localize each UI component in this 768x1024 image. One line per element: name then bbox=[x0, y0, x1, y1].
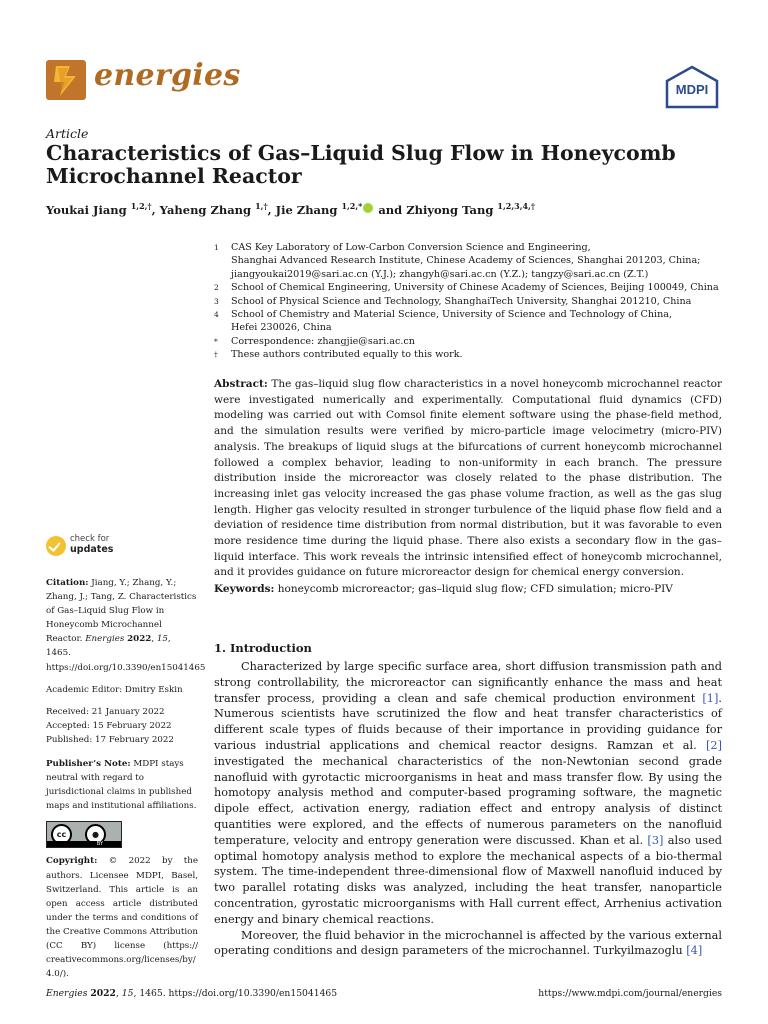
mdpi-logo[interactable] bbox=[663, 65, 721, 109]
cc-by-label: BY bbox=[47, 841, 121, 847]
footer-journal: Energies bbox=[46, 988, 88, 999]
affiliation-line: These authors contributed equally to this work. bbox=[231, 349, 463, 361]
author-name[interactable]: Jie Zhang bbox=[275, 202, 338, 217]
person-icon: ● bbox=[85, 824, 106, 845]
footer-doi[interactable]: , 1465. https://doi.org/10.3390/en15041465 bbox=[133, 988, 338, 999]
check-for-updates-icon bbox=[46, 536, 66, 556]
author-separator: and bbox=[374, 202, 407, 217]
author-separator: , bbox=[151, 202, 160, 217]
affiliation bbox=[214, 295, 724, 308]
publisher-note-text: MDPI stays neutral with regard to jurisdictional claims in published maps and institutional affiliations. bbox=[46, 759, 197, 812]
footer-volume: 15 bbox=[121, 988, 134, 999]
paragraph-text: also used optimal homotopy analysis method to explore the mechanical aspects of a bio-thermal system. The time-independent three-dimensional flow of Maxwell nanofluid induced by two parallel rotating disks was analyzed, including the heat transfer, nanoparticle concentration, gyrostatic microorganisms with Hall current effect, Arrhenius activation energy and binary chemical reactions. bbox=[214, 833, 722, 926]
equal-contribution-note bbox=[214, 348, 724, 361]
citation-journal: Energies bbox=[85, 634, 125, 645]
academic-editor: Academic Editor: Dmitry Eskin bbox=[46, 684, 183, 695]
affiliation-number: 1 bbox=[214, 243, 219, 252]
citation: Citation: Jiang, Y.; Zhang, Y.; Zhang, J.; Tang, Z. Characteristics of Gas–Liquid Slug Flow in Honeycomb Microchannel Reactor. Energies 2022, 15, 1465. https://doi.org/10.3390/en15041465 bbox=[46, 578, 206, 673]
affiliation-number: 4 bbox=[214, 310, 219, 320]
affiliation bbox=[214, 308, 724, 335]
affiliation bbox=[214, 281, 724, 294]
affiliation bbox=[214, 241, 724, 281]
affiliation-line: School of Physical Science and Technology, ShanghaiTech University, Shanghai 201210, China bbox=[231, 295, 692, 307]
citation-label: Citation: bbox=[46, 578, 89, 588]
copyright-text: © 2022 by the authors. Licensee MDPI, Basel, Switzerland. This article is an open access article distributed under the terms and conditions of the Creative Commons Attribution (CC BY) license (https:// creativecommons.org/licenses/by/ 4.0/). bbox=[46, 856, 198, 980]
author-name[interactable]: Zhiyong Tang bbox=[406, 202, 494, 217]
accepted-date: Accepted: 15 February 2022 bbox=[46, 720, 172, 731]
author-name[interactable]: Youkai Jiang bbox=[46, 202, 127, 217]
correspondence bbox=[214, 335, 724, 348]
affiliation-emails[interactable]: jiangyoukai2019@sari.ac.cn (Y.J.); zhangyh@sari.ac.cn (Y.Z.); tangzy@sari.ac.cn (Z.T.) bbox=[231, 268, 649, 280]
affiliation-line: School of Chemical Engineering, University of Chinese Academy of Sciences, Beijing 100049, China bbox=[231, 282, 719, 294]
citation-link[interactable]: [4] bbox=[686, 944, 703, 958]
affiliation-line: Shanghai Advanced Research Institute, Chinese Academy of Sciences, Shanghai 201203, China; bbox=[231, 255, 701, 267]
journal-logo bbox=[46, 60, 86, 100]
affiliation-number: † bbox=[214, 350, 218, 360]
keywords-label: Keywords: bbox=[214, 583, 275, 595]
section-heading: 1. Introduction bbox=[214, 641, 312, 655]
citation-year: 2022 bbox=[127, 634, 152, 645]
author-affil-marks: 1,2,† bbox=[130, 201, 152, 211]
copyright bbox=[46, 854, 198, 981]
footer-year: 2022 bbox=[90, 988, 116, 999]
creative-commons-icon[interactable] bbox=[46, 821, 122, 848]
affiliation-number: 2 bbox=[214, 283, 219, 293]
author-affil-marks: 1,2,3,4,† bbox=[497, 201, 536, 211]
check-for-updates-button[interactable] bbox=[46, 534, 198, 562]
paragraph-text: Moreover, the fluid behavior in the microchannel is affected by the various external operating conditions and design parameters of the microchannel. Turkyilmazoglu bbox=[214, 928, 722, 958]
received-date: Received: 21 January 2022 bbox=[46, 706, 165, 717]
abstract-label: Abstract: bbox=[214, 378, 268, 390]
paragraph-text: Characterized by large specific surface area, short diffusion transmission path and strong controllability, the microreactor can significantly enhance the mass and heat transfer process, providing a clean and safe chemical production environment bbox=[214, 660, 722, 705]
journal-name: energies bbox=[94, 58, 241, 93]
introduction-body bbox=[214, 659, 722, 959]
citation-volume: 15 bbox=[156, 634, 168, 645]
affiliation-line: Hefei 230026, China bbox=[231, 322, 332, 334]
cc-circle-icon: cc bbox=[51, 824, 72, 845]
footer-citation: Energies 2022, 15, 1465. https://doi.org/10.3390/en15041465 bbox=[46, 988, 338, 999]
citation-link[interactable]: [3] bbox=[647, 833, 664, 847]
author-affil-marks: 1,† bbox=[255, 201, 268, 211]
check-updates-label-bold: updates bbox=[70, 544, 114, 555]
footer-journal-url[interactable]: https://www.mdpi.com/journal/energies bbox=[538, 988, 722, 999]
lightning-bolt-icon bbox=[46, 60, 86, 100]
abstract bbox=[214, 377, 722, 581]
citation-link[interactable]: [1] bbox=[702, 691, 719, 705]
author-list bbox=[46, 201, 535, 217]
mdpi-logo-text: MDPI bbox=[675, 82, 709, 97]
paragraph-text: investigated the mechanical characteristics of the non-Newtonian second grade nanofluid with gyrotactic microorganisms in heat and mass transfer flow. By using the homotopy analysis method and computer-based programing software, the magnetic dipole effect, activation energy, radiation effect and entropy analysis of distinct quantities were explored, and the effects of numerous parameters on the nanofluid temperature, velocity and entropy generation were discussed. Khan et al. bbox=[214, 754, 722, 847]
citation-doi[interactable]: , 1465. https://doi.org/10.3390/en15041465 bbox=[46, 634, 206, 673]
affiliation-number: 3 bbox=[214, 296, 219, 306]
check-updates-label: check for bbox=[70, 534, 110, 544]
affiliation-line: School of Chemistry and Material Science, University of Science and Technology of China, bbox=[231, 309, 673, 321]
author-name[interactable]: Yaheng Zhang bbox=[159, 202, 252, 217]
affiliation-number: * bbox=[214, 336, 218, 346]
dates bbox=[46, 705, 198, 747]
article-title: Characteristics of Gas–Liquid Slug Flow in Honeycomb Microchannel Reactor bbox=[46, 141, 676, 188]
abstract-text: The gas–liquid slug flow characteristics in a novel honeycomb microchannel reactor were investigated numerically and experimentally. Computational fluid dynamics (CFD) modeling was carried out with Comsol finite element software using the phase-field method, and the simulation results were verified by micro-particle image velocimetry (micro-PIV) analysis. The breakups of liquid slugs at the bifurcations of current honeycomb microchannel followed a complex behavior, leading to non-uniformity in each branch. The pressure distribution inside the microreactor was closely related to the phase distribution. The increasing inlet gas velocity increased the gas phase volume fraction, as well as the gas slug length. Higher gas velocity resulted in stronger turbulence of the liquid phase flow field and a deviation of residence time distribution from normal distribution, but it was favorable to even more residence time during the liquid phase. There also exists a secondary flow in the gas–liquid interface. This work reveals the intrinsic intensified effect of honeycomb microchannel, and it provides guidance on future microreactor design for chemical energy conversion. bbox=[214, 378, 723, 579]
keywords bbox=[214, 582, 722, 597]
author-affil-marks: 1,2,* bbox=[341, 201, 363, 211]
publisher-note-label: Publisher’s Note: bbox=[46, 759, 131, 770]
citation-text: Jiang, Y.; Zhang, Y.; Zhang, J.; Tang, Z. Characteristics of Gas–Liquid Slug Flow in Honeycomb Microchannel Reactor. bbox=[46, 578, 197, 645]
sidebar bbox=[46, 534, 206, 981]
keywords-text: honeycomb microreactor; gas–liquid slug flow; CFD simulation; micro-PIV bbox=[277, 583, 673, 595]
copyright-label: Copyright: bbox=[46, 856, 98, 867]
paragraph bbox=[214, 659, 722, 928]
author-separator: , bbox=[267, 202, 276, 217]
paragraph bbox=[214, 928, 722, 960]
citation-link[interactable]: [2] bbox=[705, 738, 722, 752]
published-date: Published: 17 February 2022 bbox=[46, 734, 174, 745]
publisher-note bbox=[46, 757, 198, 813]
affiliations bbox=[214, 241, 724, 362]
affiliation-line: CAS Key Laboratory of Low-Carbon Conversion Science and Engineering, bbox=[231, 242, 591, 253]
orcid-icon[interactable] bbox=[363, 203, 373, 213]
paragraph-text: . Numerous scientists have scrutinized the flow and heat transfer characteristics of different scale types of fluids because of their importance in providing guidance for various industrial applications and chemical reactor designs. Ramzan et al. bbox=[214, 691, 722, 752]
article-type: Article bbox=[46, 126, 89, 141]
correspondence-email[interactable]: Correspondence: zhangjie@sari.ac.cn bbox=[231, 335, 415, 347]
